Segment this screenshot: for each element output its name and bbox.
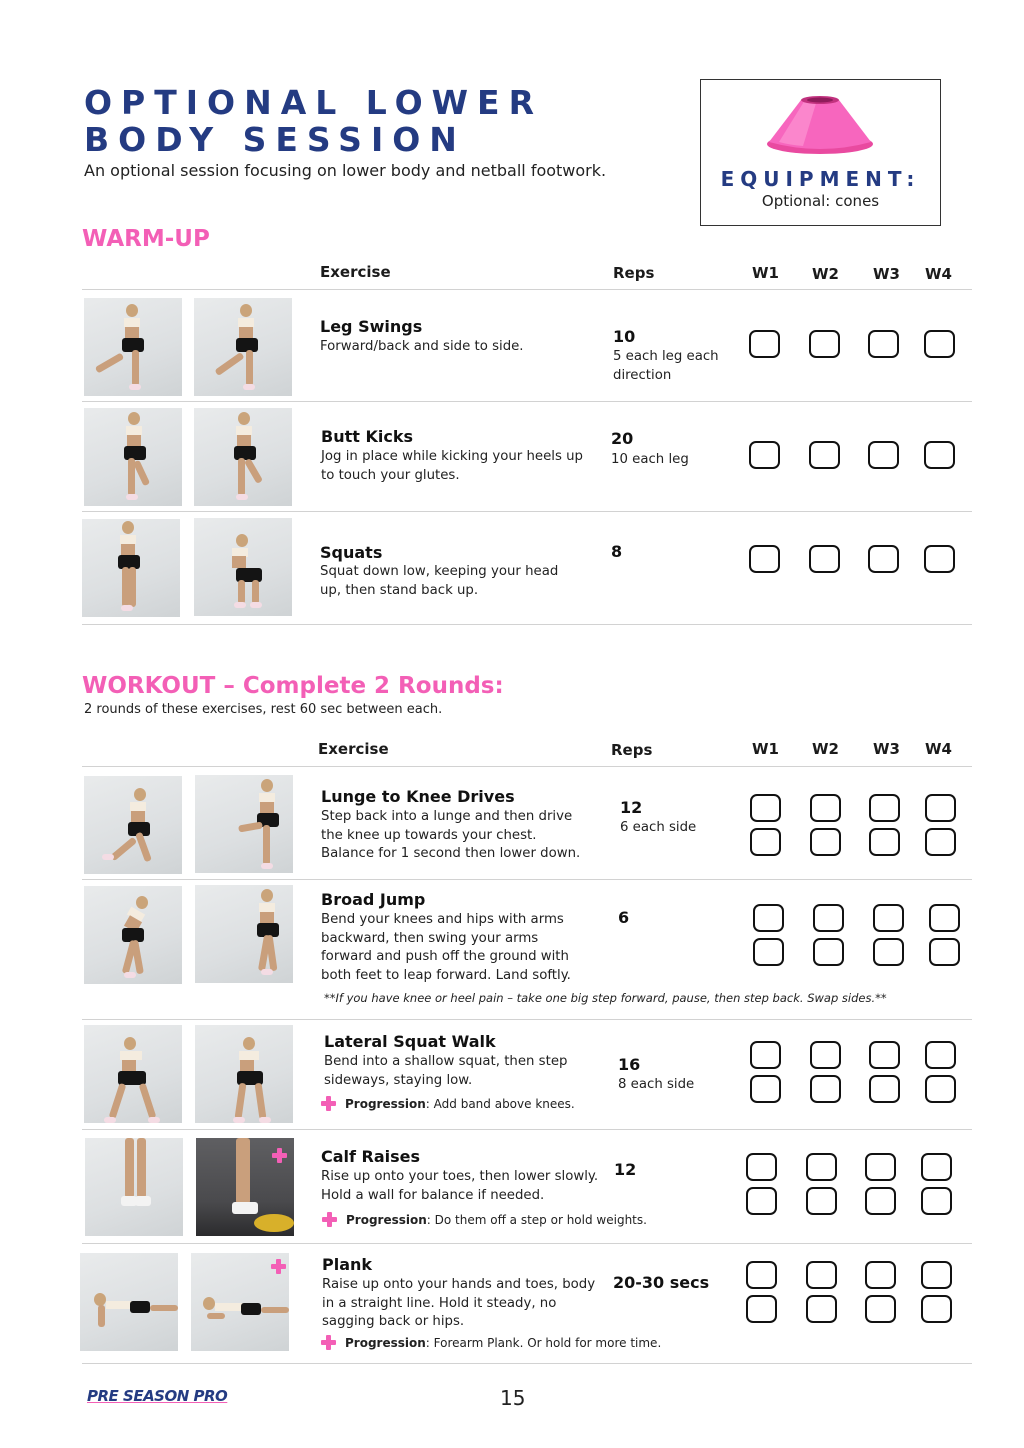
- squats-photo-1: [82, 519, 180, 617]
- broad-jump-w3-round2-checkbox[interactable]: [873, 938, 904, 966]
- lunge-w4-round1-checkbox[interactable]: [925, 794, 956, 822]
- workout-col-reps: Reps: [611, 741, 653, 759]
- butt-kicks-w1-checkbox[interactable]: [749, 441, 780, 469]
- broad-jump-note: **If you have knee or heel pain – take one big step forward, pause, then step back. Swap sides.**: [324, 991, 887, 1005]
- calf-raises-photo-1: [85, 1138, 183, 1236]
- plank-name: Plank: [322, 1255, 373, 1274]
- workout-col-w4: W4: [925, 740, 952, 758]
- plank-w3-round1-checkbox[interactable]: [865, 1261, 896, 1289]
- lunge-w3-round1-checkbox[interactable]: [869, 794, 900, 822]
- lateral-squat-walk-w4-round1-checkbox[interactable]: [925, 1041, 956, 1069]
- workout-col-w3: W3: [873, 740, 900, 758]
- broad-jump-w1-round2-checkbox[interactable]: [753, 938, 784, 966]
- page-subtitle: An optional session focusing on lower body and netball footwork.: [84, 161, 607, 180]
- calf-raises-w1-round1-checkbox[interactable]: [746, 1153, 777, 1181]
- butt-kicks-desc: Jog in place while kicking your heels up to touch your glutes.: [321, 449, 583, 483]
- warmup-col-reps: Reps: [613, 264, 655, 282]
- plus-icon: [322, 1212, 337, 1227]
- title-line-2: BODY SESSION: [84, 120, 466, 159]
- lateral-squat-walk-photo-2: [195, 1025, 293, 1123]
- workout-note: 2 rounds of these exercises, rest 60 sec between each.: [84, 702, 443, 717]
- butt-kicks-reps: 20: [611, 429, 634, 448]
- lateral-squat-walk-progression: [345, 1097, 575, 1111]
- squats-name: Squats: [320, 543, 383, 562]
- leg-swings-name: Leg Swings: [320, 317, 423, 336]
- equipment-value: Optional: cones: [761, 192, 880, 210]
- plank-w1-round2-checkbox[interactable]: [746, 1295, 777, 1323]
- progression-text: : Forearm Plank. Or hold for more time.: [425, 1336, 662, 1350]
- divider: [82, 624, 972, 625]
- calf-raises-w4-round1-checkbox[interactable]: [921, 1153, 952, 1181]
- warmup-col-w2: W2: [812, 265, 839, 283]
- squats-desc: Squat down low, keeping your head up, then stand back up.: [320, 564, 559, 598]
- broad-jump-w1-round1-checkbox[interactable]: [753, 904, 784, 932]
- leg-swings-w3-checkbox[interactable]: [868, 330, 899, 358]
- divider: [82, 1129, 972, 1130]
- broad-jump-photo-2: [195, 885, 293, 983]
- squats-reps: 8: [611, 542, 623, 561]
- warmup-col-exercise: Exercise: [320, 263, 391, 281]
- lateral-squat-walk-reps-sub: 8 each side: [618, 1077, 695, 1092]
- leg-swings-photo-1: [84, 298, 182, 396]
- divider: [82, 1243, 972, 1244]
- plank-photo-2: [191, 1253, 289, 1351]
- lunge-photo-2: [195, 775, 293, 873]
- calf-raises-w1-round2-checkbox[interactable]: [746, 1187, 777, 1215]
- butt-kicks-w3-checkbox[interactable]: [868, 441, 899, 469]
- lunge-desc: Step back into a lunge and then drive the knee up towards your chest. Balance for 1 second then lower down.: [321, 809, 581, 861]
- page-title: [84, 84, 543, 158]
- leg-swings-desc: Forward/back and side to side.: [320, 339, 524, 354]
- lateral-squat-walk-reps: 16: [618, 1055, 641, 1074]
- lunge-reps-sub: 6 each side: [620, 820, 697, 835]
- lateral-squat-walk-w2-round2-checkbox[interactable]: [810, 1075, 841, 1103]
- weight-plate: [254, 1214, 294, 1232]
- calf-raises-reps: 12: [614, 1160, 637, 1179]
- leg-swings-reps-sub: 5 each leg each direction: [613, 349, 719, 383]
- brand-logo: PRE SEASON PRO: [87, 1387, 228, 1405]
- progression-text: : Add band above knees.: [425, 1097, 575, 1111]
- butt-kicks-reps-sub: 10 each leg: [611, 452, 689, 467]
- lateral-squat-walk-w1-round1-checkbox[interactable]: [750, 1041, 781, 1069]
- plank-desc: Raise up onto your hands and toes, body in a straight line. Hold it steady, no sagging back or hips.: [322, 1277, 596, 1329]
- leg-swings-photo-2: [194, 298, 292, 396]
- lunge-w2-round1-checkbox[interactable]: [810, 794, 841, 822]
- squats-w2-checkbox[interactable]: [809, 545, 840, 573]
- equipment-box: [700, 79, 941, 226]
- plank-w3-round2-checkbox[interactable]: [865, 1295, 896, 1323]
- progression-label: Progression: [346, 1213, 427, 1227]
- lunge-w1-round1-checkbox[interactable]: [750, 794, 781, 822]
- divider: [82, 879, 972, 880]
- calf-raises-desc: Rise up onto your toes, then lower slowly. Hold a wall for balance if needed.: [321, 1169, 599, 1203]
- butt-kicks-photo-2: [194, 408, 292, 506]
- plank-w2-round2-checkbox[interactable]: [806, 1295, 837, 1323]
- plank-w2-round1-checkbox[interactable]: [806, 1261, 837, 1289]
- workout-col-exercise: Exercise: [318, 740, 389, 758]
- divider: [82, 1363, 972, 1364]
- lunge-w4-round2-checkbox[interactable]: [925, 828, 956, 856]
- lateral-squat-walk-w2-round1-checkbox[interactable]: [810, 1041, 841, 1069]
- broad-jump-w4-round2-checkbox[interactable]: [929, 938, 960, 966]
- plank-progression: [345, 1336, 661, 1350]
- lunge-w2-round2-checkbox[interactable]: [810, 828, 841, 856]
- plank-w4-round2-checkbox[interactable]: [921, 1295, 952, 1323]
- lunge-reps: 12: [620, 798, 643, 817]
- lunge-name: Lunge to Knee Drives: [321, 787, 515, 806]
- broad-jump-desc: Bend your knees and hips with arms backward, then swing your arms forward and push off the ground with both feet to leap forward. Land softly.: [321, 912, 571, 983]
- lunge-photo-1: [84, 776, 182, 874]
- calf-raises-progression: [346, 1213, 647, 1227]
- broad-jump-w2-round1-checkbox[interactable]: [813, 904, 844, 932]
- leg-swings-w4-checkbox[interactable]: [924, 330, 955, 358]
- divider: [82, 766, 972, 767]
- calf-raises-w2-round1-checkbox[interactable]: [806, 1153, 837, 1181]
- divider: [82, 289, 972, 290]
- broad-jump-w4-round1-checkbox[interactable]: [929, 904, 960, 932]
- squats-photo-2: [194, 518, 292, 616]
- cone-icon: [765, 94, 875, 156]
- lateral-squat-walk-w1-round2-checkbox[interactable]: [750, 1075, 781, 1103]
- lateral-squat-walk-desc: Bend into a shallow squat, then step sideways, staying low.: [324, 1054, 568, 1088]
- butt-kicks-w4-checkbox[interactable]: [924, 441, 955, 469]
- plus-icon: [321, 1096, 336, 1111]
- calf-raises-w4-round2-checkbox[interactable]: [921, 1187, 952, 1215]
- plus-icon: [321, 1335, 336, 1350]
- divider: [82, 511, 972, 512]
- lateral-squat-walk-photo-1: [84, 1025, 182, 1123]
- plank-photo-1: [80, 1253, 178, 1351]
- divider: [82, 1019, 972, 1020]
- calf-raises-w3-round1-checkbox[interactable]: [865, 1153, 896, 1181]
- broad-jump-name: Broad Jump: [321, 890, 426, 909]
- warmup-col-w1: W1: [752, 264, 779, 282]
- progression-label: Progression: [345, 1097, 426, 1111]
- calf-raises-photo-2: [196, 1138, 294, 1236]
- lateral-squat-walk-w4-round2-checkbox[interactable]: [925, 1075, 956, 1103]
- workout-col-w2: W2: [812, 740, 839, 758]
- plus-icon: [271, 1259, 286, 1274]
- plank-reps: 20-30 secs: [613, 1273, 710, 1292]
- squats-w3-checkbox[interactable]: [868, 545, 899, 573]
- broad-jump-reps: 6: [618, 908, 630, 927]
- lateral-squat-walk-name: Lateral Squat Walk: [324, 1032, 496, 1051]
- leg-swings-w2-checkbox[interactable]: [809, 330, 840, 358]
- progression-text: : Do them off a step or hold weights.: [426, 1213, 647, 1227]
- calf-raises-w2-round2-checkbox[interactable]: [806, 1187, 837, 1215]
- leg-swings-w1-checkbox[interactable]: [749, 330, 780, 358]
- progression-label: Progression: [345, 1336, 426, 1350]
- warmup-col-w3: W3: [873, 265, 900, 283]
- lunge-w1-round2-checkbox[interactable]: [750, 828, 781, 856]
- title-line-1: OPTIONAL LOWER: [84, 83, 544, 122]
- leg-swings-reps: 10: [613, 327, 636, 346]
- broad-jump-w2-round2-checkbox[interactable]: [813, 938, 844, 966]
- lateral-squat-walk-w3-round1-checkbox[interactable]: [869, 1041, 900, 1069]
- broad-jump-w3-round1-checkbox[interactable]: [873, 904, 904, 932]
- butt-kicks-w2-checkbox[interactable]: [809, 441, 840, 469]
- squats-w4-checkbox[interactable]: [924, 545, 955, 573]
- calf-raises-w3-round2-checkbox[interactable]: [865, 1187, 896, 1215]
- lunge-w3-round2-checkbox[interactable]: [869, 828, 900, 856]
- plank-w4-round1-checkbox[interactable]: [921, 1261, 952, 1289]
- warmup-title: WARM-UP: [82, 226, 210, 252]
- squats-w1-checkbox[interactable]: [749, 545, 780, 573]
- plus-icon: [272, 1148, 287, 1163]
- divider: [82, 401, 972, 402]
- page-number: 15: [500, 1386, 526, 1410]
- butt-kicks-name: Butt Kicks: [321, 427, 413, 446]
- workout-col-w1: W1: [752, 740, 779, 758]
- equipment-title: EQUIPMENT:: [720, 167, 921, 191]
- calf-raises-name: Calf Raises: [321, 1147, 421, 1166]
- lateral-squat-walk-w3-round2-checkbox[interactable]: [869, 1075, 900, 1103]
- warmup-col-w4: W4: [925, 265, 952, 283]
- butt-kicks-photo-1: [84, 408, 182, 506]
- plank-w1-round1-checkbox[interactable]: [746, 1261, 777, 1289]
- workout-title: WORKOUT – Complete 2 Rounds:: [82, 673, 504, 699]
- broad-jump-photo-1: [84, 886, 182, 984]
